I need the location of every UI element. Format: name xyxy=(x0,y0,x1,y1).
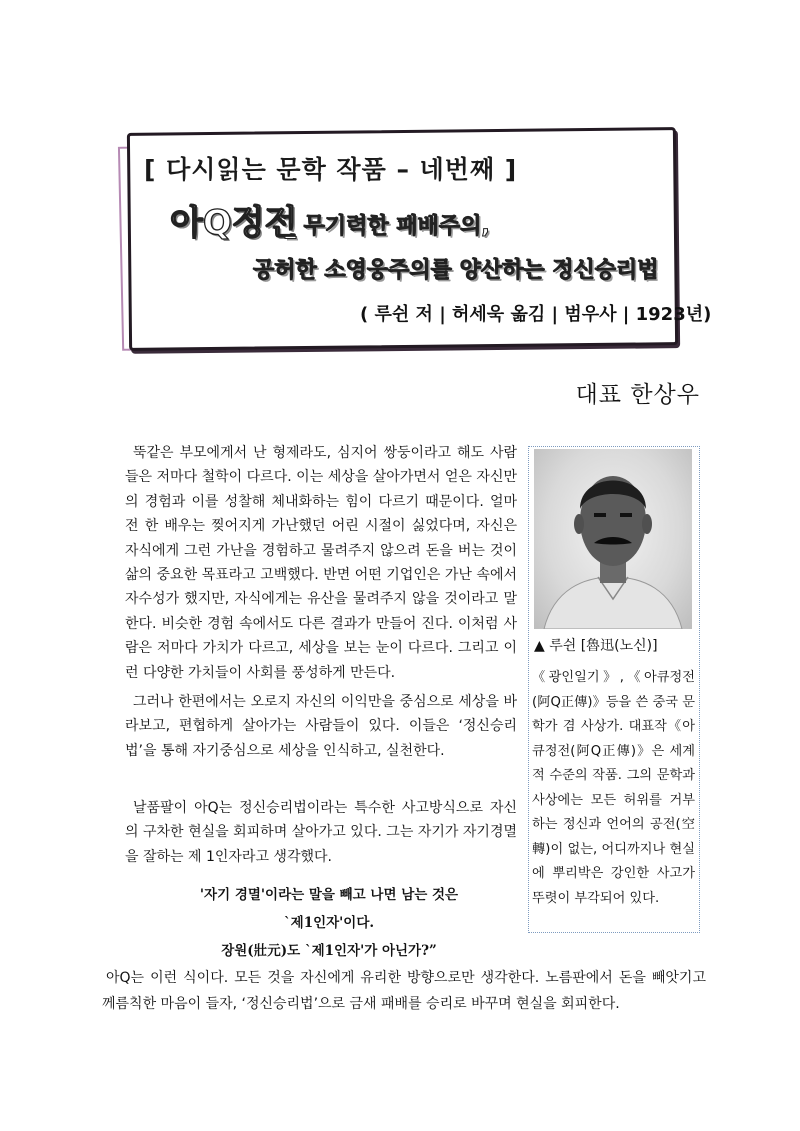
title-subtitle-line2: 공허한 소영웅주의를 양산하는 정신승리법 xyxy=(253,258,659,283)
body-paragraph-4: 아Q는 이런 식이다. 모든 것을 자신에게 유리한 방향으로만 생각한다. 노름판에서 돈을 빼앗기고 께름칙한 마음이 들자, ‘정신승리법’으로 금새 패배를 승리로 바꾸며 현실을 회피한다. xyxy=(102,970,706,1012)
title-main: 아Q정전 xyxy=(170,203,298,243)
quote-line-3: 장원(壯元)도 `제1인자'가 아닌가?” xyxy=(221,943,437,959)
portrait-image xyxy=(534,449,692,629)
portrait-caption: ▲ 루쉰 [魯迅(노신)] xyxy=(534,638,658,654)
title-subtitle-line1: _ 무기력한 패배주의, xyxy=(285,214,490,239)
block-quote xyxy=(130,881,528,965)
sidebar-description: 《광인일기》,《아큐정전(阿Q正傳)》등을 쓴 중국 문학가 겸 사상가. 대표작《아큐정전(阿Q正傳)》은 세계적 수준의 작품. 그의 문학과 사상에는 모든 허위를 거부하는 정신과 언어의 공전(空轉)이 없는, 어디까지나 현실에 뿌리박은 강인한 사고가 뚜렷이 부각되어 있다. xyxy=(532,670,695,906)
body-paragraph-1: 뚝같은 부모에게서 난 형제라도, 심지어 쌍둥이라고 해도 사람들은 저마다 철학이 다르다. 이는 세상을 살아가면서 얻은 자신만의 경험과 이를 성찰해 체내화하는 힘이 다르기 때문이다. 얼마 전 한 배우는 찢어지게 가난했던 어린 시절이 싫었다며, 자신은 자식에게 그런 가난을 경험하고 물려주지 않으려 돈을 버는 것이 삶의 중요한 목표라고 고백했다. 반면 어떤 기업인은 가난 속에서 자수성가 했지만, 자식에게는 유산을 물려주지 않을 것이라고 말한다. 비슷한 경험 속에서도 다른 결과가 만들어 진다. 이처럼 사람은 저마다 가치가 다르고, 세상을 보는 눈이 다르다. 그리고 이런 다양한 가치들이 사회를 풍성하게 만든다. xyxy=(125,445,517,681)
bibliography: ( 루쉰 저 | 허세욱 옮김 | 범우사 | 1923년) xyxy=(360,304,712,325)
quote-line-1: '자기 경멸'이라는 말을 빼고 나면 남는 것은 xyxy=(199,887,459,903)
quote-line-2: `제1인자'이다. xyxy=(283,915,375,931)
portrait-illustration xyxy=(534,449,692,629)
body-paragraph-3: 날품팔이 아Q는 정신승리법이라는 특수한 사고방식으로 자신의 구차한 현실을 회피하며 살아가고 있다. 그는 자기가 자기경멸을 잘하는 제 1인자라고 생각했다. xyxy=(125,800,517,865)
series-label: [ 다시읽는 문학 작품 – 네번째 ] xyxy=(144,155,518,184)
body-paragraph-2: 그러나 한편에서는 오로지 자신의 이익만을 중심으로 세상을 바라보고, 편협하게 살아가는 사람들이 있다. 이들은 ‘정신승리법’을 통해 자기중심으로 세상을 인식하고, 실천한다. xyxy=(125,694,517,759)
author-name: 대표 한상우 xyxy=(575,382,700,408)
